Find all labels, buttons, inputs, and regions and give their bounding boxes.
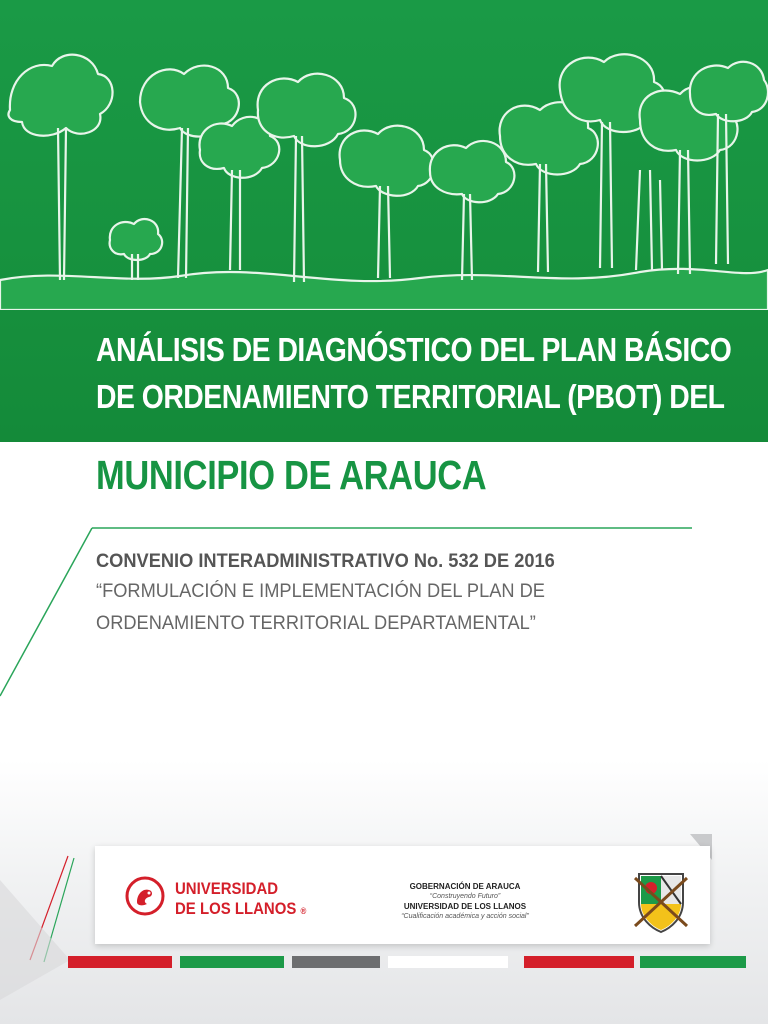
institutions-text-block [385,882,545,922]
title-line-1: ANÁLISIS DE DIAGNÓSTICO DEL PLAN BÁSICO [96,331,732,368]
project-quote-line-1: “FORMULACIÓN E IMPLEMENTACIÓN DEL PLAN DE [96,581,545,602]
forest-illustration [0,0,768,310]
gobernacion-name: GOBERNACIÓN DE ARAUCA [409,882,521,891]
university-name-line-1: UNIVERSIDAD [175,879,279,898]
unillanos-emblem-icon [125,876,165,916]
registered-mark: ® [300,906,307,916]
project-quote-line-2: ORDENAMIENTO TERRITORIAL DEPARTAMENTAL” [96,613,536,634]
stripe-white [388,956,508,968]
stripe-green-2 [640,956,746,968]
green-header-band [0,0,768,442]
stripe-gray [292,956,380,968]
stripe-red-2 [524,956,634,968]
university-name-line-2 [175,899,306,919]
color-stripes-decoration [68,956,768,968]
convenio-heading: CONVENIO INTERADMINISTRATIVO No. 532 DE 2016 [96,551,555,572]
stripe-green [180,956,284,968]
logos-bar [95,846,710,944]
title-line-2: DE ORDENAMIENTO TERRITORIAL (PBOT) DEL [96,378,725,415]
university-caps-name: UNIVERSIDAD DE LOS LLANOS [403,902,527,911]
university-name-line-2-text: DE LOS LLANOS [175,899,297,918]
stripe-red [68,956,172,968]
university-slogan: “Cualificación académica y acción social” [401,913,529,920]
municipio-title: MUNICIPIO DE ARAUCA [96,452,487,498]
arauca-coat-of-arms-icon [631,866,691,936]
gobernacion-slogan: “Construyendo Futuro” [429,893,501,900]
